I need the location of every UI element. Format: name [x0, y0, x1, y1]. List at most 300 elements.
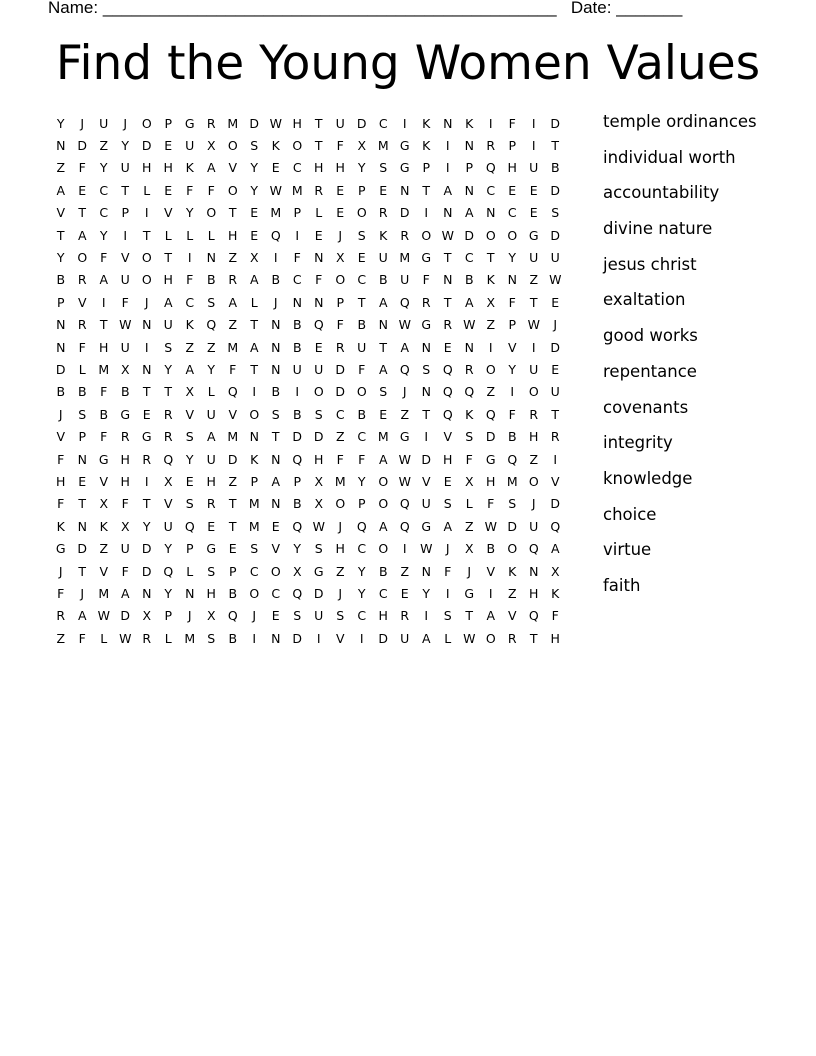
grid-letter: T [443, 294, 452, 310]
grid-letter: P [228, 563, 237, 579]
grid-letter: J [80, 585, 85, 601]
grid-letter: O [292, 138, 303, 154]
grid-letter: X [292, 563, 302, 579]
grid-letter: U [185, 138, 195, 154]
grid-letter: H [486, 473, 496, 489]
grid-letter: F [358, 451, 366, 467]
grid-letter: F [57, 585, 65, 601]
grid-letter: W [97, 608, 110, 624]
grid-letter: B [357, 317, 367, 333]
grid-letter: F [57, 451, 65, 467]
grid-letter: S [164, 339, 173, 355]
grid-letter: E [314, 339, 323, 355]
grid-letter: Q [313, 317, 324, 333]
grid-letter: E [336, 205, 345, 221]
grid-letter: I [359, 630, 364, 646]
grid-letter: B [378, 563, 388, 579]
grid-letter: Q [507, 451, 518, 467]
grid-letter: U [357, 339, 367, 355]
grid-letter: A [378, 294, 388, 310]
grid-letter: U [314, 361, 324, 377]
grid-letter: B [464, 272, 474, 288]
grid-letter: N [271, 451, 281, 467]
grid-letter: O [485, 630, 496, 646]
grid-letter: R [464, 361, 474, 377]
grid-letter: Y [164, 361, 173, 377]
grid-letter: A [77, 227, 87, 243]
grid-letter: U [120, 541, 130, 557]
grid-letter: H [56, 473, 66, 489]
grid-letter: V [185, 406, 195, 422]
grid-row [50, 515, 566, 537]
grid-letter: G [120, 406, 131, 422]
grid-letter: D [141, 563, 152, 579]
grid-letter: F [508, 294, 516, 310]
grid-letter: N [421, 563, 431, 579]
grid-row [50, 269, 566, 291]
date-blank[interactable]: _______ [616, 0, 683, 17]
grid-letter: C [378, 115, 388, 131]
grid-letter: S [336, 608, 345, 624]
grid-letter: V [486, 563, 496, 579]
grid-letter: E [250, 227, 259, 243]
grid-letter: J [273, 294, 278, 310]
grid-letter: C [271, 585, 281, 601]
grid-letter: A [421, 630, 431, 646]
word-list-item: divine nature [603, 219, 713, 239]
grid-letter: T [99, 317, 108, 333]
grid-letter: H [314, 160, 324, 176]
grid-letter: U [120, 339, 130, 355]
grid-letter: B [292, 406, 302, 422]
grid-letter: A [185, 361, 195, 377]
grid-letter: R [507, 630, 517, 646]
grid-letter: W [398, 473, 411, 489]
grid-letter: C [357, 608, 367, 624]
grid-letter: V [77, 294, 87, 310]
grid-letter: A [378, 451, 388, 467]
grid-letter: C [464, 250, 474, 266]
grid-letter: Y [56, 115, 65, 131]
grid-letter: Y [99, 227, 108, 243]
grid-letter: K [379, 227, 388, 243]
word-list-item: accountability [603, 183, 720, 203]
grid-letter: B [292, 339, 302, 355]
grid-letter: C [185, 294, 195, 310]
grid-letter: G [184, 115, 195, 131]
grid-letter: U [550, 250, 560, 266]
grid-letter: M [506, 473, 518, 489]
grid-letter: W [269, 115, 282, 131]
grid-letter: N [142, 361, 152, 377]
grid-letter: U [335, 115, 345, 131]
grid-letter: A [464, 294, 474, 310]
grid-letter: E [551, 361, 560, 377]
grid-letter: B [292, 317, 302, 333]
grid-letter: M [291, 182, 303, 198]
grid-letter: O [378, 541, 389, 557]
grid-row [50, 179, 566, 201]
grid-letter: T [121, 182, 130, 198]
grid-letter: L [186, 227, 194, 243]
grid-row [50, 582, 566, 604]
grid-letter: S [379, 384, 388, 400]
grid-letter: O [206, 205, 217, 221]
grid-letter: T [164, 384, 173, 400]
grid-letter: I [144, 473, 149, 489]
grid-row [50, 336, 566, 358]
grid-letter: R [486, 138, 496, 154]
word-list-item: repentance [603, 361, 697, 381]
grid-letter: F [487, 496, 495, 512]
grid-letter: C [99, 205, 109, 221]
grid-letter: U [163, 317, 173, 333]
grid-letter: W [484, 518, 497, 534]
grid-letter: O [507, 227, 518, 243]
letter-grid [50, 112, 566, 649]
grid-letter: I [316, 630, 321, 646]
grid-letter: U [99, 115, 109, 131]
grid-letter: E [551, 294, 560, 310]
grid-letter: E [271, 518, 280, 534]
word-list-item: covenants [603, 397, 689, 417]
grid-letter: E [336, 182, 345, 198]
grid-letter: V [271, 541, 281, 557]
grid-letter: F [78, 630, 86, 646]
grid-letter: C [378, 585, 388, 601]
grid-row [50, 560, 566, 582]
grid-letter: M [399, 250, 411, 266]
grid-letter: A [163, 294, 173, 310]
grid-letter: O [227, 138, 238, 154]
grid-letter: V [228, 406, 238, 422]
grid-letter: O [378, 473, 389, 489]
grid-letter: I [252, 630, 257, 646]
grid-letter: O [270, 563, 281, 579]
grid-letter: Q [206, 317, 217, 333]
grid-letter: V [56, 205, 66, 221]
grid-row [50, 314, 566, 336]
grid-letter: E [529, 182, 538, 198]
grid-letter: C [292, 272, 302, 288]
grid-letter: I [424, 205, 429, 221]
grid-letter: I [531, 138, 536, 154]
grid-letter: F [100, 429, 108, 445]
grid-letter: Q [292, 451, 303, 467]
grid-letter: I [488, 115, 493, 131]
grid-letter: D [227, 451, 238, 467]
grid-letter: D [464, 227, 475, 243]
grid-letter: D [378, 630, 389, 646]
grid-letter: B [77, 384, 87, 400]
grid-letter: J [445, 541, 450, 557]
grid-letter: X [206, 608, 216, 624]
grid-letter: S [422, 361, 431, 377]
grid-letter: O [485, 361, 496, 377]
grid-letter: Z [335, 563, 345, 579]
grid-letter: H [142, 160, 152, 176]
grid-letter: Q [184, 518, 195, 534]
grid-letter: I [273, 250, 278, 266]
grid-letter: E [508, 182, 517, 198]
page-title: Find the Young Women Values [55, 36, 761, 91]
grid-letter: W [463, 317, 476, 333]
grid-row [50, 403, 566, 425]
grid-letter: D [292, 630, 303, 646]
grid-letter: P [465, 160, 474, 176]
grid-letter: O [528, 384, 539, 400]
grid-letter: G [55, 541, 66, 557]
word-list-item: temple ordinances [603, 112, 757, 131]
grid-letter: C [249, 563, 259, 579]
grid-letter: V [228, 160, 238, 176]
grid-letter: A [486, 608, 496, 624]
grid-letter: W [119, 630, 132, 646]
grid-letter: V [120, 250, 130, 266]
grid-row [50, 358, 566, 380]
grid-letter: M [98, 585, 110, 601]
grid-letter: E [185, 473, 194, 489]
grid-letter: A [443, 518, 453, 534]
grid-letter: F [508, 406, 516, 422]
grid-letter: I [402, 541, 407, 557]
grid-letter: Z [486, 317, 496, 333]
grid-row [50, 246, 566, 268]
date-label: Date: [570, 0, 612, 17]
grid-letter: K [99, 518, 108, 534]
grid-letter: M [227, 429, 239, 445]
word-list-item: good works [603, 326, 698, 346]
grid-letter: C [357, 272, 367, 288]
grid-letter: H [228, 227, 238, 243]
grid-letter: N [486, 205, 496, 221]
grid-letter: N [77, 518, 87, 534]
grid-letter: O [141, 272, 152, 288]
grid-letter: W [398, 451, 411, 467]
grid-letter: B [357, 406, 367, 422]
grid-letter: E [443, 473, 452, 489]
grid-letter: D [77, 541, 88, 557]
grid-letter: J [58, 406, 63, 422]
grid-letter: V [507, 339, 517, 355]
grid-letter: X [486, 294, 496, 310]
grid-letter: E [164, 182, 173, 198]
grid-letter: B [99, 406, 109, 422]
grid-letter: P [250, 473, 259, 489]
grid-letter: Q [464, 384, 475, 400]
grid-letter: X [464, 541, 474, 557]
grid-letter: U [206, 451, 216, 467]
grid-letter: U [292, 361, 302, 377]
grid-letter: T [379, 339, 388, 355]
grid-letter: Z [464, 518, 474, 534]
grid-letter: O [313, 384, 324, 400]
grid-letter: W [119, 317, 132, 333]
grid-letter: O [378, 496, 389, 512]
grid-letter: J [338, 585, 343, 601]
grid-letter: A [206, 429, 216, 445]
grid-letter: T [228, 496, 237, 512]
grid-letter: F [121, 294, 129, 310]
grid-letter: C [507, 205, 517, 221]
grid-letter: B [228, 630, 238, 646]
grid-letter: H [529, 585, 539, 601]
grid-letter: R [378, 205, 388, 221]
grid-letter: F [336, 451, 344, 467]
grid-letter: D [507, 518, 518, 534]
grid-letter: P [185, 541, 194, 557]
grid-letter: F [100, 250, 108, 266]
grid-letter: S [443, 608, 452, 624]
grid-letter: G [528, 227, 539, 243]
grid-letter: F [422, 272, 430, 288]
grid-letter: V [550, 473, 560, 489]
grid-letter: N [421, 339, 431, 355]
grid-letter: F [551, 608, 559, 624]
grid-letter: F [508, 115, 516, 131]
grid-letter: M [248, 518, 260, 534]
grid-letter: D [249, 115, 260, 131]
grid-letter: R [142, 451, 152, 467]
grid-letter: T [56, 227, 65, 243]
grid-letter: Y [357, 563, 366, 579]
grid-letter: P [357, 182, 366, 198]
grid-letter: X [314, 473, 324, 489]
grid-letter: A [56, 182, 66, 198]
grid-letter: G [98, 451, 109, 467]
grid-letter: T [142, 227, 151, 243]
grid-letter: R [206, 496, 216, 512]
grid-letter: F [293, 250, 301, 266]
grid-letter: R [206, 115, 216, 131]
grid-letter: D [550, 339, 561, 355]
grid-letter: Z [335, 429, 345, 445]
grid-letter: O [335, 272, 346, 288]
grid-letter: Y [293, 541, 302, 557]
grid-letter: F [121, 563, 129, 579]
grid-letter: A [464, 205, 474, 221]
grid-letter: T [314, 115, 323, 131]
grid-letter: K [465, 406, 474, 422]
grid-letter: D [141, 541, 152, 557]
grid-letter: D [550, 496, 561, 512]
grid-letter: B [550, 160, 560, 176]
grid-letter: O [249, 406, 260, 422]
grid-letter: K [250, 451, 259, 467]
grid-letter: O [141, 250, 152, 266]
grid-letter: Z [99, 138, 109, 154]
grid-letter: N [206, 250, 216, 266]
grid-letter: R [77, 317, 87, 333]
grid-letter: D [141, 138, 152, 154]
grid-letter: H [163, 160, 173, 176]
grid-letter: O [421, 227, 432, 243]
grid-letter: H [335, 160, 345, 176]
grid-letter: N [443, 205, 453, 221]
grid-letter: F [100, 384, 108, 400]
grid-row [50, 448, 566, 470]
grid-letter: Q [399, 361, 410, 377]
grid-letter: I [295, 384, 300, 400]
grid-letter: R [400, 608, 410, 624]
grid-letter: N [400, 182, 410, 198]
grid-letter: R [443, 317, 453, 333]
grid-letter: U [421, 496, 431, 512]
grid-letter: T [164, 250, 173, 266]
grid-letter: P [293, 473, 302, 489]
grid-letter: D [550, 115, 561, 131]
grid-letter: R [228, 272, 238, 288]
grid-letter: U [550, 384, 560, 400]
grid-letter: E [379, 182, 388, 198]
grid-letter: Y [250, 160, 259, 176]
grid-letter: F [186, 272, 194, 288]
grid-letter: G [421, 518, 432, 534]
grid-letter: X [120, 518, 130, 534]
grid-letter: H [443, 451, 453, 467]
grid-letter: S [357, 227, 366, 243]
grid-letter: Y [121, 138, 130, 154]
grid-letter: N [56, 317, 66, 333]
grid-letter: D [550, 182, 561, 198]
grid-letter: K [56, 518, 65, 534]
grid-letter: T [314, 138, 323, 154]
grid-letter: J [80, 115, 85, 131]
grid-letter: H [120, 473, 130, 489]
grid-letter: Z [400, 563, 410, 579]
grid-letter: N [507, 272, 517, 288]
grid-letter: Z [228, 250, 238, 266]
grid-letter: X [163, 473, 173, 489]
grid-letter: G [313, 563, 324, 579]
grid-letter: V [163, 205, 173, 221]
grid-letter: M [227, 115, 239, 131]
word-list-item: exaltation [603, 290, 686, 310]
grid-letter: V [421, 473, 431, 489]
grid-letter: Y [357, 473, 366, 489]
grid-letter: H [120, 451, 130, 467]
grid-letter: P [164, 115, 173, 131]
grid-letter: N [421, 384, 431, 400]
grid-letter: N [271, 317, 281, 333]
grid-letter: T [529, 630, 538, 646]
grid-letter: I [531, 115, 536, 131]
grid-letter: Z [56, 160, 66, 176]
header-line [48, 0, 682, 18]
grid-letter: H [314, 451, 324, 467]
grid-letter: V [507, 608, 517, 624]
grid-letter: B [271, 384, 281, 400]
grid-letter: N [271, 339, 281, 355]
grid-letter: W [312, 518, 325, 534]
grid-letter: E [379, 406, 388, 422]
grid-letter: Y [164, 541, 173, 557]
grid-letter: E [357, 250, 366, 266]
grid-letter: P [508, 317, 517, 333]
grid-letter: Q [399, 294, 410, 310]
grid-letter: T [78, 496, 87, 512]
grid-letter: S [508, 496, 517, 512]
name-blank[interactable]: ________________________________________________ [102, 0, 557, 17]
grid-letter: X [550, 563, 560, 579]
grid-letter: E [314, 227, 323, 243]
grid-letter: U [120, 272, 130, 288]
grid-letter: W [527, 317, 540, 333]
grid-letter: X [464, 473, 474, 489]
grid-letter: V [443, 429, 453, 445]
grid-letter: N [443, 115, 453, 131]
grid-letter: E [271, 608, 280, 624]
